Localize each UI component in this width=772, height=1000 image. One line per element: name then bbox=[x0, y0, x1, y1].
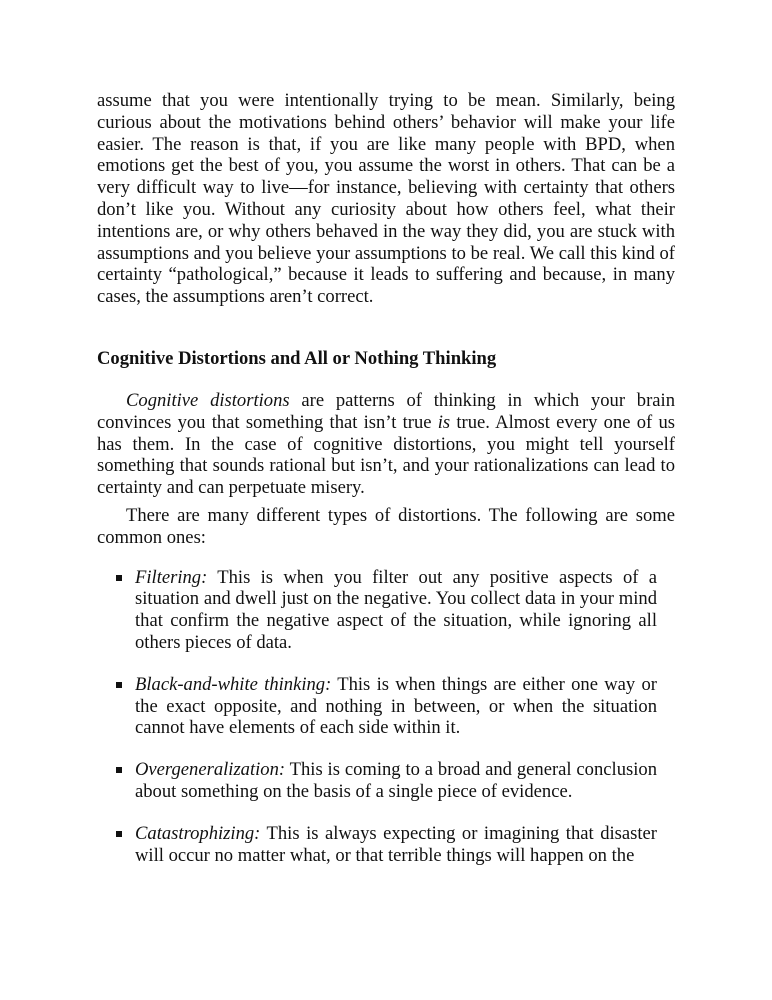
list-item-term: Overgeneralization: bbox=[135, 759, 286, 781]
list-item-text: This is when you filter out any positive aspects of a situation and dwell just on the negative. You collect data in your mind that confirm the negative aspect of the situation, while ignoring all others pieces of data. bbox=[135, 566, 657, 653]
list-item bbox=[97, 759, 657, 803]
list-item bbox=[97, 674, 657, 739]
list-item bbox=[97, 567, 657, 654]
bullet-square-icon bbox=[116, 682, 122, 688]
types-paragraph: There are many different types of distortions. The following are some common ones: bbox=[97, 504, 675, 548]
list-item-term: Black-and-white thinking: bbox=[135, 673, 332, 695]
definition-text-1: are patterns of thinking in which your brain convinces you that something that isn’t true bbox=[97, 389, 675, 433]
list-item-text: This is coming to a broad and general conclusion about something on the basis of a single piece of evidence. bbox=[135, 759, 657, 802]
list-item-term: Filtering: bbox=[135, 566, 208, 588]
definition-term: Cognitive distortions bbox=[126, 389, 290, 411]
list-item-term: Catastrophizing: bbox=[135, 822, 261, 844]
page-body bbox=[97, 90, 675, 886]
list-item-text: This is always expecting or imagining that disaster will occur no matter what, or that terrible things will happen on the bbox=[135, 822, 657, 866]
list-item bbox=[97, 823, 657, 867]
distortions-list bbox=[97, 567, 675, 867]
bullet-square-icon bbox=[116, 767, 122, 773]
bullet-square-icon bbox=[116, 831, 122, 837]
bullet-square-icon bbox=[116, 575, 122, 581]
definition-text-2: true. Almost every one of us has them. In the case of cognitive distortions, you might tell yourself something that sounds rational but isn’t, and your rationalizations can lead to certainty and can perpetuate misery. bbox=[97, 411, 676, 499]
section-heading: Cognitive Distortions and All or Nothing Thinking bbox=[97, 347, 497, 369]
intro-paragraph: assume that you were intentionally trying to be mean. Similarly, being curious about the motivations behind others’ behavior will make your life easier. The reason is that, if you are like many people with BPD, when emotions get the best of you, you assume the worst in others. That can be a very difficult way to live—for instance, believing with certainty that others don’t like you. Without any curiosity about how others feel, what their intentions are, or why others behaved in the way they did, you are stuck with assumptions and you believe your assumptions to be real. We call this kind of certainty “pathological,” because it leads to suffering and because, in many cases, the assumptions aren’t correct. bbox=[97, 90, 675, 308]
definition-paragraph bbox=[97, 390, 675, 499]
list-item-text: This is when things are either one way or the exact opposite, and nothing in between, or when the situation cannot have elements of each side within it. bbox=[135, 673, 657, 739]
definition-emphasis: is bbox=[437, 411, 451, 433]
